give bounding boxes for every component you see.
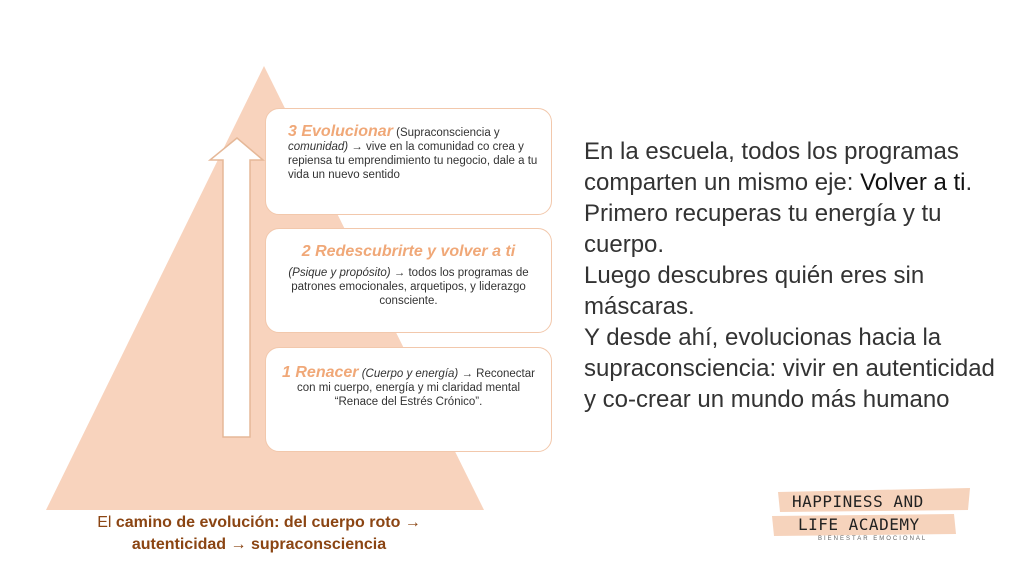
text-line-1: En la escuela, todos los programas	[584, 138, 959, 165]
level-2-card	[265, 228, 552, 333]
text-line-7: Y desde ahí, evolucionas hacia la	[584, 324, 942, 351]
level-3-subtitle-b: comunidad)	[288, 141, 349, 153]
pyramid-caption	[40, 512, 478, 556]
level-2-body: → todos los programas de patrones emocionales, arquetipos, y liderazgo consciente.	[291, 267, 529, 307]
text-line-4: cuerpo.	[584, 231, 665, 258]
text-line-5: Luego descubres quién eres sin	[584, 262, 925, 289]
level-2-subtitle: (Psique y propósito)	[288, 267, 391, 279]
text-line-2	[584, 167, 1024, 198]
logo-tagline: BIENESTAR EMOCIONAL	[818, 536, 928, 542]
text-line-2a: comparten un mismo eje:	[584, 169, 861, 196]
level-1-subtitle: (Cuerpo y energía)	[361, 368, 459, 380]
text-line-9: y co-crear un mundo más humano	[584, 386, 950, 413]
caption-bold-1: camino de evolución: del cuerpo roto →	[115, 514, 421, 531]
level-3-title: 3 Evolucionar	[288, 123, 393, 140]
text-line-8: supraconsciencia: vivir en autenticidad	[584, 355, 995, 382]
logo-line-2: LIFE ACADEMY	[798, 515, 920, 534]
text-line-2b: Volver a ti	[860, 169, 966, 196]
text-line-3: Primero recuperas tu energía y tu	[584, 200, 942, 227]
caption-bold-2: autenticidad → supraconsciencia	[131, 536, 387, 553]
level-1-card	[265, 347, 552, 452]
text-line-2c: .	[965, 169, 973, 196]
logo-line-1: HAPPINESS AND	[792, 492, 924, 511]
level-3-subtitle-a: (Supraconsciencia y	[396, 127, 500, 139]
level-1-title: 1 Renacer	[282, 364, 359, 381]
level-3-card	[265, 108, 552, 215]
academy-logo	[770, 484, 974, 554]
level-3-body: → vive en la comunidad co crea y repiensa tu emprendimiento tu negocio, dale a tu vida un nuevo sentido	[288, 141, 538, 181]
main-text-block	[584, 136, 1024, 415]
text-line-6: máscaras.	[584, 293, 695, 320]
caption-prefix: El	[97, 514, 116, 531]
level-2-title: 2 Redescubrirte y volver a ti	[301, 243, 516, 260]
level-1-body: → Reconectar con mi cuerpo, energía y mi claridad mental “Renace del Estrés Crónico”.	[296, 368, 535, 408]
